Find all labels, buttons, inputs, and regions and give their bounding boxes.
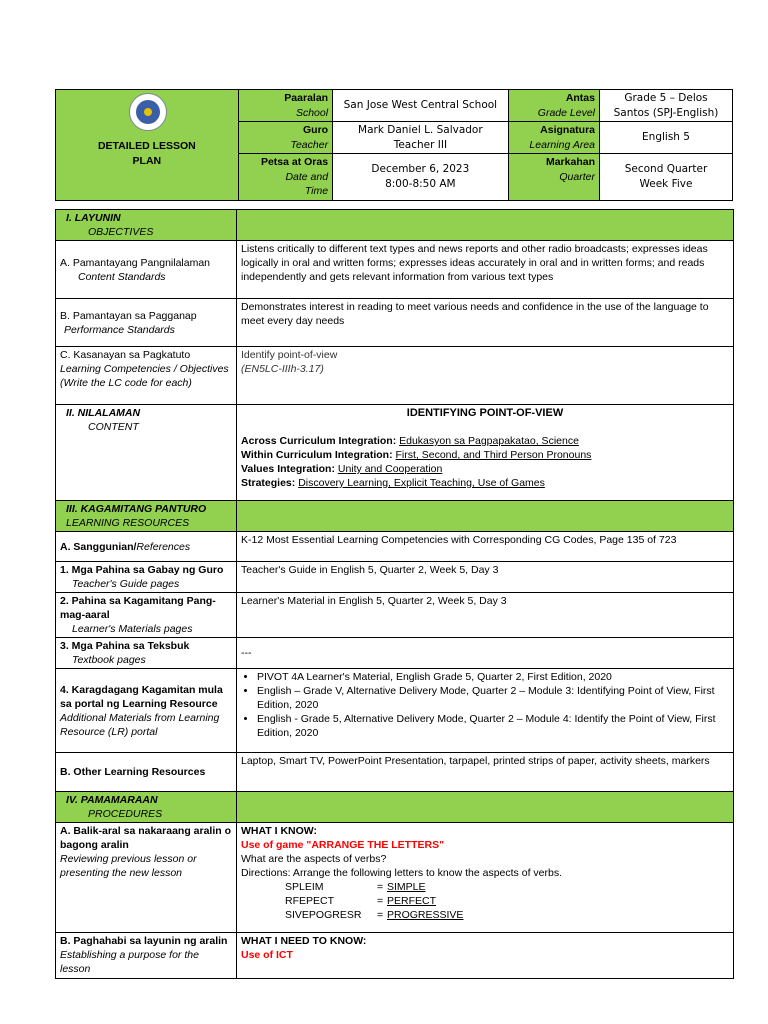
quarter-label-cell (508, 154, 599, 201)
game-instruction: Use of game "ARRANGE THE LETTERS" (241, 839, 445, 851)
deped-seal-icon (129, 93, 167, 131)
doc-title-1: DETAILED LESSON (97, 140, 196, 153)
references-label-en: References (136, 540, 191, 553)
date-label-en-2: Time (304, 185, 329, 197)
teacher-value-1: Mark Daniel L. Salvador (358, 124, 483, 136)
word-row (241, 894, 729, 908)
sec4-title-right (237, 792, 734, 823)
performance-standards-label: B. Pamantayan sa Pagganap (60, 309, 197, 322)
content-standards-label-cell (56, 241, 237, 299)
competency-code: (EN5LC-IIIh-3.17) (241, 363, 324, 375)
competencies-label-en: Learning Competencies / Objectives (Write the LC code for each) (60, 363, 229, 389)
header-table (55, 89, 733, 201)
textbook-label-cell (56, 638, 237, 669)
area-label-en: Learning Area (529, 138, 595, 151)
performance-standards-label-en: Performance Standards (64, 323, 175, 336)
sec1-title-en: OBJECTIVES (88, 226, 154, 238)
date-value-cell (333, 154, 509, 201)
content-standards-label: A. Pamantayang Pangnilalaman (60, 256, 211, 269)
content-heading: IDENTIFYING POINT-OF-VIEW (406, 407, 564, 419)
date-value-1: December 6, 2023 (371, 163, 470, 176)
area-value: English 5 (600, 122, 733, 154)
textbook-text: --- (237, 638, 734, 669)
what-i-know-heading: WHAT I KNOW: (241, 825, 318, 837)
list-item: • English - Grade 5, Alternative Delivery Mode, Quarter 2 – Module 4: Identify the Point of View, First Edition, 2020 (257, 712, 729, 740)
competencies-label: C. Kasanayan sa Pagkatuto (60, 349, 191, 361)
across-value: Edukasyon sa Pagpapakatao, Science (399, 435, 579, 447)
review-question: What are the aspects of verbs? (241, 853, 387, 865)
answer-word: PROGRESSIVE (387, 909, 464, 921)
answer-word: SIMPLE (387, 881, 426, 893)
review-cell (237, 823, 734, 933)
equals-sign: = (377, 909, 384, 921)
quarter-value-1: Second Quarter (624, 163, 708, 176)
word-row (241, 908, 729, 922)
sec3-title-right (237, 501, 734, 532)
sec1-title-right (237, 210, 734, 241)
competencies-cell (237, 347, 734, 405)
lr-portal-label-cell (56, 669, 237, 753)
grade-label-cell (508, 90, 599, 122)
sec3-title: III. KAGAMITANG PANTURO (66, 503, 207, 515)
learner-materials-label: 2. Pahina sa Kagamitang Pang-mag-aaral (60, 595, 216, 621)
performance-standards-text: Demonstrates interest in reading to meet various needs and confidence in the use of the language to meet every day needs (237, 299, 734, 347)
school-label: Paaralan (284, 92, 329, 104)
date-label-cell (238, 154, 332, 201)
teacher-guide-text: Teacher's Guide in English 5, Quarter 2, Week 5, Day 3 (237, 562, 734, 593)
school-label-cell (238, 90, 332, 122)
review-label-cell (56, 823, 237, 933)
doc-title-cell (56, 90, 239, 201)
teacher-guide-label-en: Teacher's Guide pages (72, 578, 180, 590)
review-directions: Directions: Arrange the following letters to know the aspects of verbs. (241, 867, 562, 879)
values-label: Values Integration: (241, 463, 335, 475)
textbook-label-en: Textbook pages (72, 654, 146, 666)
review-label: A. Balik-aral sa nakaraang aralin o bagong aralin (60, 825, 231, 851)
teacher-guide-label-cell (56, 562, 237, 593)
within-label: Within Curriculum Integration: (241, 449, 393, 461)
sec3-title-cell (56, 501, 237, 532)
other-resources-label: B. Other Learning Resources (60, 766, 206, 778)
purpose-cell (237, 933, 734, 979)
list-item: • PIVOT 4A Learner's Material, English Grade 5, Quarter 2, First Edition, 2020 (257, 670, 729, 684)
strategies-value: Discovery Learning, Explicit Teaching, Use of Games (298, 477, 545, 489)
lr-portal-cell (237, 669, 734, 753)
learner-materials-label-en: Learner's Materials pages (72, 623, 193, 635)
lesson-plan-table (55, 209, 734, 979)
competency-text: Identify point-of-view (241, 349, 338, 361)
ict-instruction: Use of ICT (241, 949, 293, 961)
grade-label-en: Grade Level (537, 106, 595, 119)
sec2-title-en: CONTENT (88, 421, 139, 433)
other-resources-text: Laptop, Smart TV, PowerPoint Presentation, tarpapel, printed strips of paper, activity sheets, markers (237, 753, 734, 792)
sec4-title: IV. PAMAMARAAN (66, 794, 158, 806)
review-label-en: Reviewing previous lesson or presenting the new lesson (60, 853, 197, 879)
list-item: • English – Grade V, Alternative Delivery Mode, Quarter 2 – Module 3: Identifying Point of View, First Edition, 2020 (257, 684, 729, 712)
scrambled-word: SPLEIM (285, 881, 324, 893)
sec2-title: II. NILALAMAN (66, 407, 141, 419)
lr-portal-label-en: Additional Materials from Learning Resource (LR) portal (60, 711, 220, 738)
school-label-en: School (295, 106, 329, 119)
other-resources-label-cell (56, 753, 237, 792)
strategies-label: Strategies: (241, 477, 296, 489)
performance-standards-label-cell (56, 299, 237, 347)
references-label-cell (56, 532, 237, 562)
lr-portal-label: 4. Karagdagang Kagamitan mula sa portal ng Learning Resource (60, 683, 223, 710)
school-value: San Jose West Central School (333, 90, 509, 122)
within-value: First, Second, and Third Person Pronouns (395, 449, 592, 461)
date-label-en-1: Date and (285, 170, 329, 183)
quarter-label: Markahan (545, 156, 595, 168)
teacher-value-2: Teacher III (393, 138, 448, 151)
equals-sign: = (377, 895, 384, 907)
learner-materials-label-cell (56, 593, 237, 638)
references-label: A. Sanggunian/ (60, 540, 137, 553)
date-label: Petsa at Oras (260, 156, 329, 168)
competencies-label-cell (56, 347, 237, 405)
content-cell (237, 405, 734, 501)
teacher-label-en: Teacher (290, 138, 329, 151)
grade-label: Antas (565, 92, 595, 104)
sec2-title-cell (56, 405, 237, 501)
content-standards-text: Listens critically to different text types and news reports and other radio broadcasts; expresses ideas logically in oral and written forms; expresses ideas accurately in oral and in written forms; and reads independently and gets relevant information from various text types (237, 241, 734, 299)
quarter-label-en: Quarter (559, 170, 595, 183)
sec1-title-cell (56, 210, 237, 241)
area-label-cell (508, 122, 599, 154)
date-value-2: 8:00-8:50 AM (385, 177, 456, 190)
word-row (241, 880, 729, 894)
textbook-label: 3. Mga Pahina sa Teksbuk (60, 640, 190, 652)
teacher-guide-label: 1. Mga Pahina sa Gabay ng Guro (60, 564, 224, 576)
learner-materials-text: Learner's Material in English 5, Quarter 2, Week 5, Day 3 (237, 593, 734, 638)
grade-value-1: Grade 5 – Delos (624, 92, 708, 104)
purpose-label: B. Paghahabi sa layunin ng aralin (60, 935, 228, 947)
equals-sign: = (377, 881, 384, 893)
grade-value-2: Santos (SPJ-English) (613, 106, 719, 119)
doc-title-2: PLAN (132, 154, 162, 167)
values-value: Unity and Cooperation (337, 463, 443, 475)
scrambled-word: RFEPECT (285, 895, 335, 907)
purpose-label-cell (56, 933, 237, 979)
teacher-value-cell (333, 122, 509, 154)
content-standards-label-en: Content Standards (78, 270, 166, 283)
teacher-label: Guro (302, 124, 329, 136)
sec4-title-en: PROCEDURES (88, 808, 163, 820)
quarter-value-2: Week Five (639, 177, 693, 190)
lr-portal-list (241, 670, 729, 740)
grade-value-cell (600, 90, 733, 122)
what-i-need-to-know-heading: WHAT I NEED TO KNOW: (241, 935, 367, 947)
area-label: Asignatura (540, 124, 595, 136)
sec1-title: I. LAYUNIN (66, 212, 121, 224)
sec3-title-en: LEARNING RESOURCES (66, 517, 190, 529)
references-text: K-12 Most Essential Learning Competencies with Corresponding CG Codes, Page 135 of 723 (237, 532, 734, 562)
scrambled-word: SIVEPOGRESR (285, 909, 362, 921)
purpose-label-en: Establishing a purpose for the lesson (60, 949, 199, 975)
teacher-label-cell (238, 122, 332, 154)
answer-word: PERFECT (387, 895, 437, 907)
sec4-title-cell (56, 792, 237, 823)
across-label: Across Curriculum Integration: (241, 435, 397, 447)
quarter-value-cell (600, 154, 733, 201)
